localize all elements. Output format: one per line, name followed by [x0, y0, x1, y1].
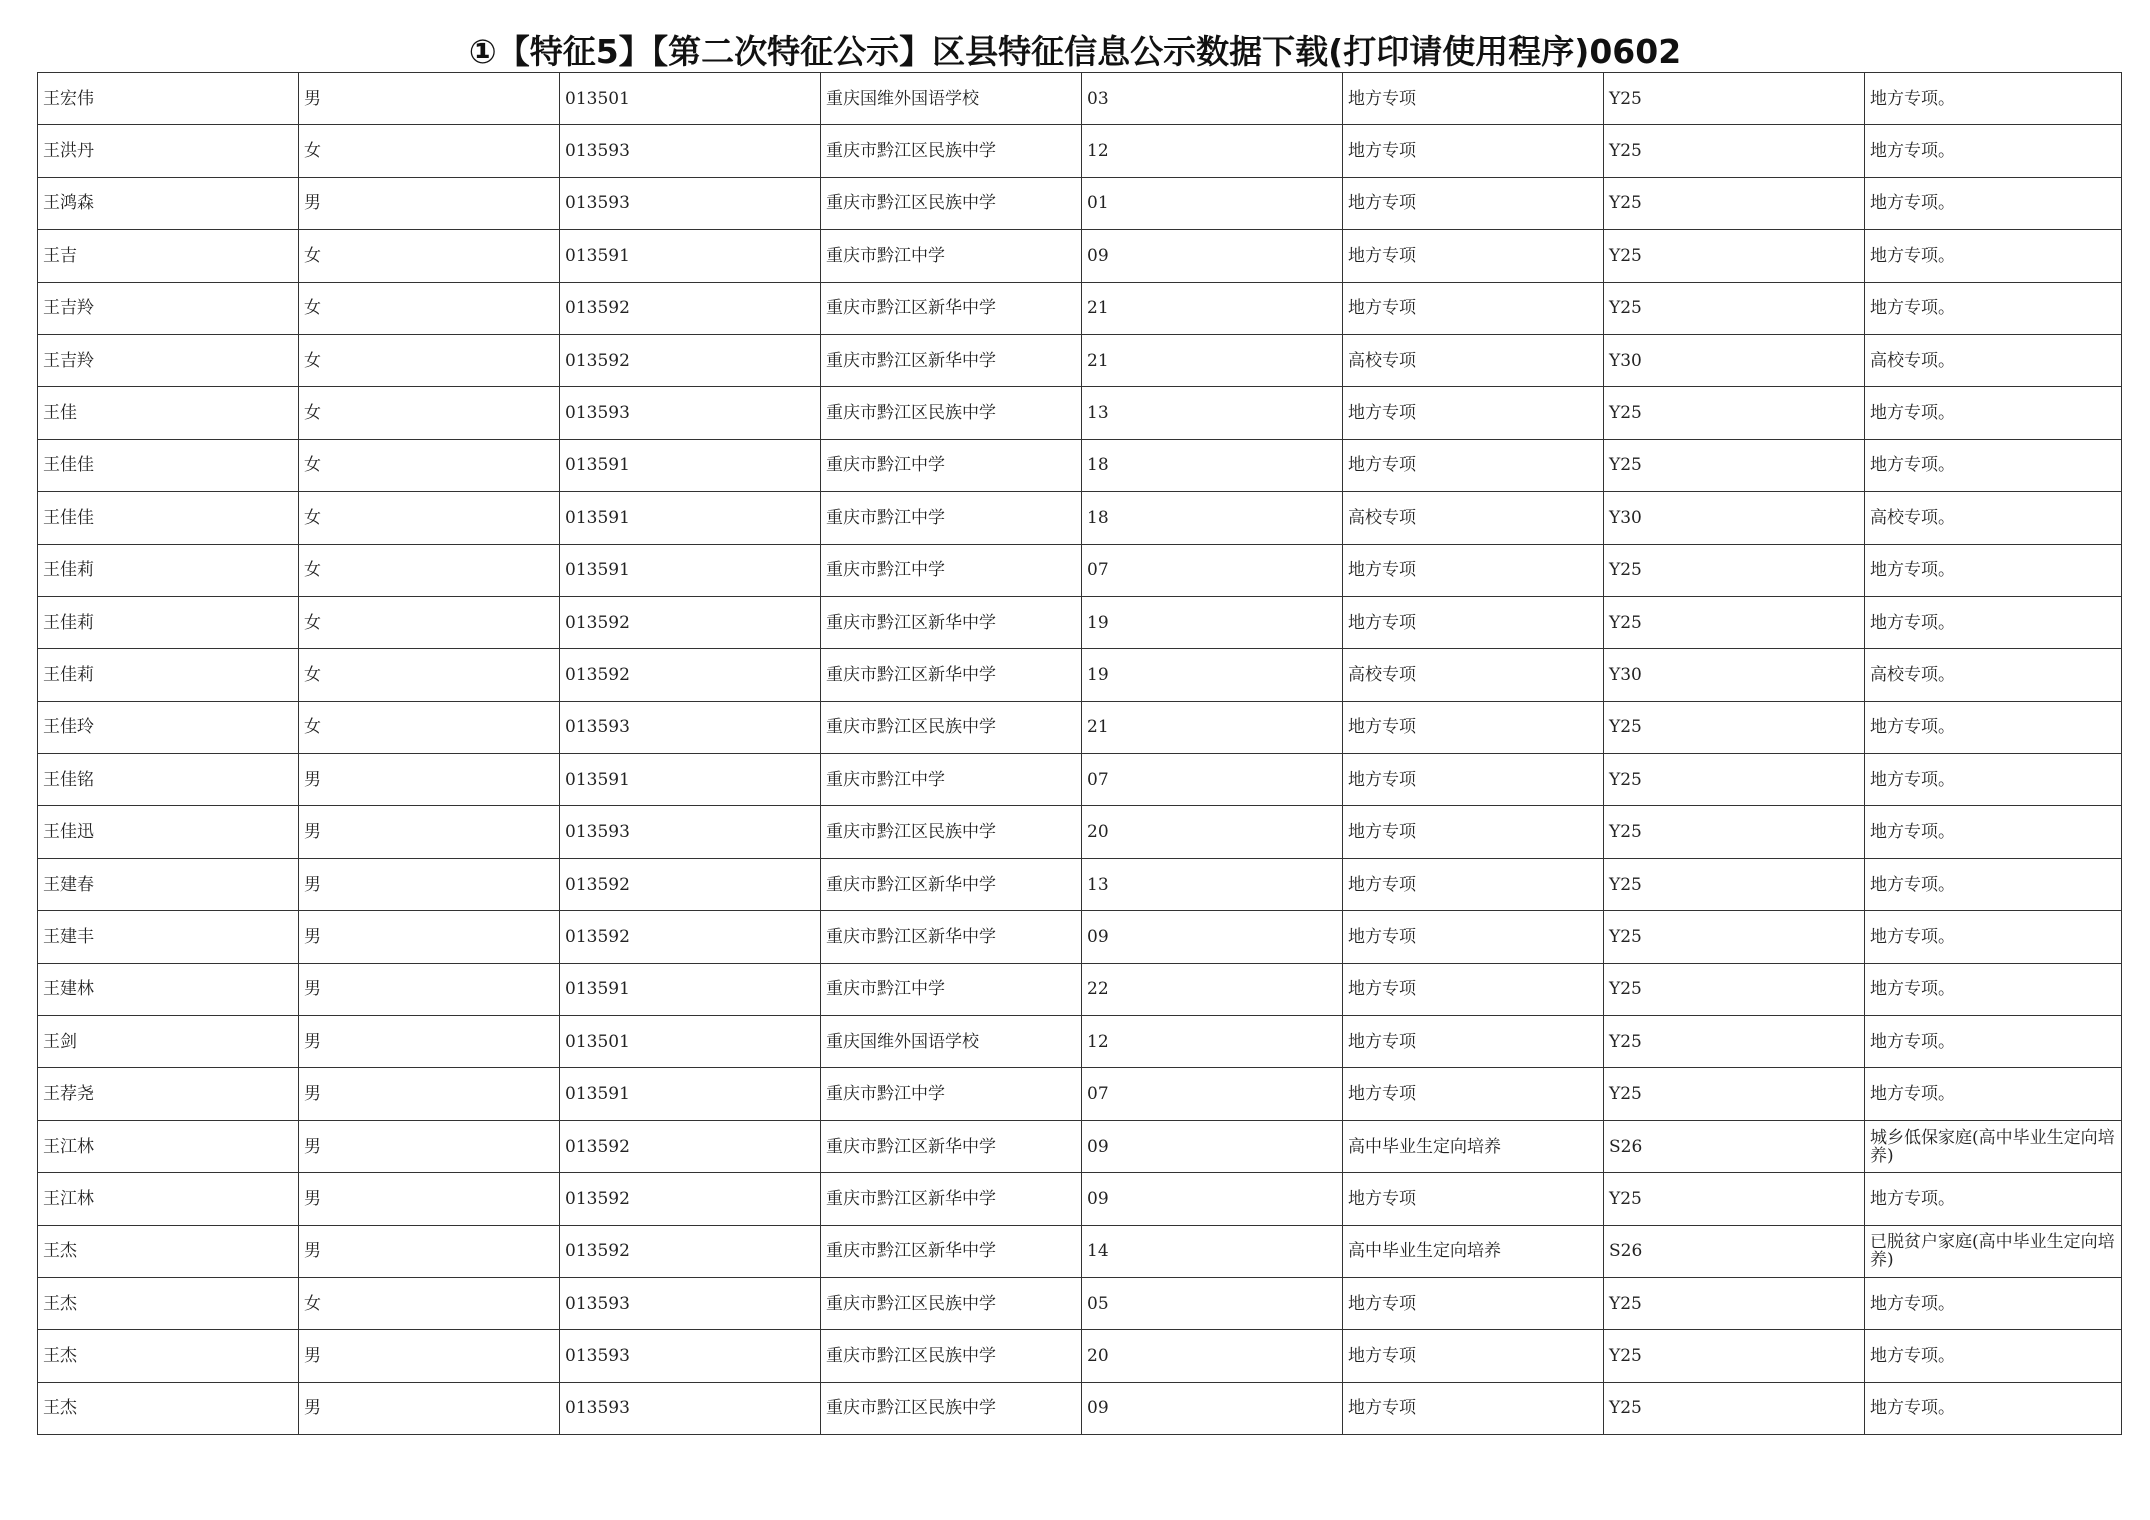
gender-cell: 男 — [299, 1330, 560, 1382]
name-cell: 王杰 — [38, 1225, 299, 1277]
name-cell: 王佳 — [38, 387, 299, 439]
school-code-cell: 013592 — [560, 1225, 821, 1277]
feature-code-cell: Y25 — [1604, 387, 1865, 439]
category-cell: 地方专项 — [1343, 439, 1604, 491]
school-code-cell: 013592 — [560, 282, 821, 334]
category-cell: 地方专项 — [1343, 911, 1604, 963]
feature-code-cell: Y25 — [1604, 177, 1865, 229]
category-cell: 地方专项 — [1343, 125, 1604, 177]
gender-cell: 男 — [299, 1016, 560, 1068]
school-code-cell: 013592 — [560, 334, 821, 386]
class-cell: 21 — [1082, 282, 1343, 334]
class-cell: 09 — [1082, 1382, 1343, 1434]
school-code-cell: 013591 — [560, 544, 821, 596]
school-code-cell: 013501 — [560, 73, 821, 125]
name-cell: 王洪丹 — [38, 125, 299, 177]
table-row — [38, 858, 2122, 910]
category-cell: 高校专项 — [1343, 492, 1604, 544]
name-cell: 王佳莉 — [38, 649, 299, 701]
gender-cell: 男 — [299, 177, 560, 229]
name-cell: 王江林 — [38, 1173, 299, 1225]
category-cell: 地方专项 — [1343, 596, 1604, 648]
gender-cell: 男 — [299, 1120, 560, 1172]
name-cell: 王佳佳 — [38, 492, 299, 544]
category-cell: 高中毕业生定向培养 — [1343, 1120, 1604, 1172]
table-row — [38, 439, 2122, 491]
school-code-cell: 013593 — [560, 1382, 821, 1434]
school-code-cell: 013591 — [560, 754, 821, 806]
school-name-cell: 重庆市黔江区新华中学 — [821, 334, 1082, 386]
gender-cell: 男 — [299, 911, 560, 963]
feature-desc-cell: 城乡低保家庭(高中毕业生定向培养) — [1865, 1120, 2122, 1172]
class-cell: 09 — [1082, 911, 1343, 963]
class-cell: 20 — [1082, 806, 1343, 858]
gender-cell: 女 — [299, 230, 560, 282]
category-cell: 地方专项 — [1343, 1330, 1604, 1382]
feature-code-cell: Y25 — [1604, 1173, 1865, 1225]
feature-code-cell: Y25 — [1604, 596, 1865, 648]
table-row — [38, 1225, 2122, 1277]
school-code-cell: 013592 — [560, 911, 821, 963]
category-cell: 地方专项 — [1343, 177, 1604, 229]
school-name-cell: 重庆市黔江中学 — [821, 963, 1082, 1015]
school-name-cell: 重庆市黔江区民族中学 — [821, 125, 1082, 177]
table-row — [38, 596, 2122, 648]
category-cell: 地方专项 — [1343, 1173, 1604, 1225]
school-name-cell: 重庆市黔江区民族中学 — [821, 701, 1082, 753]
school-code-cell: 013593 — [560, 1277, 821, 1329]
category-cell: 地方专项 — [1343, 282, 1604, 334]
table-row — [38, 230, 2122, 282]
name-cell: 王杰 — [38, 1277, 299, 1329]
school-name-cell: 重庆国维外国语学校 — [821, 1016, 1082, 1068]
class-cell: 07 — [1082, 544, 1343, 596]
name-cell: 王佳佳 — [38, 439, 299, 491]
gender-cell: 女 — [299, 282, 560, 334]
class-cell: 21 — [1082, 701, 1343, 753]
school-code-cell: 013592 — [560, 1120, 821, 1172]
table-row — [38, 1120, 2122, 1172]
school-name-cell: 重庆市黔江区新华中学 — [821, 1120, 1082, 1172]
feature-code-cell: Y25 — [1604, 1382, 1865, 1434]
school-name-cell: 重庆国维外国语学校 — [821, 73, 1082, 125]
school-name-cell: 重庆市黔江区新华中学 — [821, 911, 1082, 963]
school-name-cell: 重庆市黔江区民族中学 — [821, 177, 1082, 229]
feature-desc-cell: 地方专项。 — [1865, 596, 2122, 648]
school-name-cell: 重庆市黔江区新华中学 — [821, 649, 1082, 701]
feature-code-cell: Y25 — [1604, 125, 1865, 177]
school-code-cell: 013591 — [560, 963, 821, 1015]
school-code-cell: 013592 — [560, 1173, 821, 1225]
school-name-cell: 重庆市黔江区民族中学 — [821, 1382, 1082, 1434]
school-name-cell: 重庆市黔江中学 — [821, 544, 1082, 596]
category-cell: 地方专项 — [1343, 73, 1604, 125]
feature-code-cell: Y25 — [1604, 701, 1865, 753]
gender-cell: 男 — [299, 1173, 560, 1225]
category-cell: 地方专项 — [1343, 858, 1604, 910]
feature-desc-cell: 地方专项。 — [1865, 73, 2122, 125]
category-cell: 高校专项 — [1343, 334, 1604, 386]
gender-cell: 男 — [299, 1225, 560, 1277]
class-cell: 09 — [1082, 230, 1343, 282]
school-code-cell: 013591 — [560, 1068, 821, 1120]
school-code-cell: 013593 — [560, 1330, 821, 1382]
feature-desc-cell: 地方专项。 — [1865, 544, 2122, 596]
category-cell: 地方专项 — [1343, 806, 1604, 858]
feature-code-cell: S26 — [1604, 1225, 1865, 1277]
table-body — [38, 73, 2122, 1435]
school-name-cell: 重庆市黔江区新华中学 — [821, 858, 1082, 910]
class-cell: 13 — [1082, 387, 1343, 439]
feature-desc-cell: 地方专项。 — [1865, 1068, 2122, 1120]
name-cell: 王佳莉 — [38, 596, 299, 648]
feature-code-cell: Y25 — [1604, 963, 1865, 1015]
feature-desc-cell: 地方专项。 — [1865, 1382, 2122, 1434]
feature-desc-cell: 高校专项。 — [1865, 492, 2122, 544]
class-cell: 12 — [1082, 1016, 1343, 1068]
feature-code-cell: Y25 — [1604, 806, 1865, 858]
gender-cell: 女 — [299, 649, 560, 701]
name-cell: 王吉 — [38, 230, 299, 282]
table-row — [38, 177, 2122, 229]
name-cell: 王荐尧 — [38, 1068, 299, 1120]
school-name-cell: 重庆市黔江区新华中学 — [821, 1225, 1082, 1277]
feature-desc-cell: 地方专项。 — [1865, 1173, 2122, 1225]
school-code-cell: 013592 — [560, 649, 821, 701]
school-code-cell: 013592 — [560, 858, 821, 910]
feature-code-cell: Y30 — [1604, 334, 1865, 386]
table-row — [38, 1277, 2122, 1329]
name-cell: 王建丰 — [38, 911, 299, 963]
feature-desc-cell: 地方专项。 — [1865, 387, 2122, 439]
table-row — [38, 1016, 2122, 1068]
gender-cell: 女 — [299, 596, 560, 648]
feature-code-cell: Y25 — [1604, 858, 1865, 910]
class-cell: 07 — [1082, 1068, 1343, 1120]
class-cell: 13 — [1082, 858, 1343, 910]
school-name-cell: 重庆市黔江区民族中学 — [821, 1330, 1082, 1382]
feature-desc-cell: 地方专项。 — [1865, 125, 2122, 177]
table-row — [38, 1382, 2122, 1434]
name-cell: 王吉羚 — [38, 334, 299, 386]
school-code-cell: 013591 — [560, 230, 821, 282]
school-code-cell: 013593 — [560, 701, 821, 753]
name-cell: 王宏伟 — [38, 73, 299, 125]
name-cell: 王建春 — [38, 858, 299, 910]
school-code-cell: 013592 — [560, 596, 821, 648]
gender-cell: 女 — [299, 492, 560, 544]
school-code-cell: 013591 — [560, 492, 821, 544]
feature-code-cell: Y30 — [1604, 492, 1865, 544]
class-cell: 18 — [1082, 492, 1343, 544]
name-cell: 王佳迅 — [38, 806, 299, 858]
gender-cell: 女 — [299, 125, 560, 177]
feature-desc-cell: 地方专项。 — [1865, 963, 2122, 1015]
class-cell: 14 — [1082, 1225, 1343, 1277]
feature-code-cell: Y25 — [1604, 282, 1865, 334]
name-cell: 王杰 — [38, 1330, 299, 1382]
gender-cell: 男 — [299, 754, 560, 806]
feature-desc-cell: 地方专项。 — [1865, 754, 2122, 806]
table-row — [38, 754, 2122, 806]
class-cell: 03 — [1082, 73, 1343, 125]
name-cell: 王剑 — [38, 1016, 299, 1068]
feature-desc-cell: 地方专项。 — [1865, 1016, 2122, 1068]
school-code-cell: 013593 — [560, 387, 821, 439]
category-cell: 地方专项 — [1343, 387, 1604, 439]
school-name-cell: 重庆市黔江中学 — [821, 439, 1082, 491]
data-table — [37, 72, 2122, 1435]
table-row — [38, 544, 2122, 596]
table-row — [38, 492, 2122, 544]
gender-cell: 女 — [299, 439, 560, 491]
school-name-cell: 重庆市黔江区民族中学 — [821, 387, 1082, 439]
feature-code-cell: Y25 — [1604, 544, 1865, 596]
school-name-cell: 重庆市黔江中学 — [821, 754, 1082, 806]
table-row — [38, 701, 2122, 753]
feature-code-cell: Y25 — [1604, 1016, 1865, 1068]
feature-desc-cell: 高校专项。 — [1865, 649, 2122, 701]
feature-desc-cell: 地方专项。 — [1865, 230, 2122, 282]
school-name-cell: 重庆市黔江区新华中学 — [821, 282, 1082, 334]
class-cell: 19 — [1082, 649, 1343, 701]
name-cell: 王佳玲 — [38, 701, 299, 753]
table-row — [38, 1330, 2122, 1382]
gender-cell: 男 — [299, 806, 560, 858]
class-cell: 18 — [1082, 439, 1343, 491]
feature-desc-cell: 地方专项。 — [1865, 439, 2122, 491]
name-cell: 王佳莉 — [38, 544, 299, 596]
gender-cell: 女 — [299, 387, 560, 439]
feature-desc-cell: 地方专项。 — [1865, 1330, 2122, 1382]
name-cell: 王鸿森 — [38, 177, 299, 229]
table-row — [38, 911, 2122, 963]
name-cell: 王佳铭 — [38, 754, 299, 806]
class-cell: 05 — [1082, 1277, 1343, 1329]
class-cell: 19 — [1082, 596, 1343, 648]
category-cell: 地方专项 — [1343, 1277, 1604, 1329]
table-row — [38, 387, 2122, 439]
table-row — [38, 73, 2122, 125]
gender-cell: 女 — [299, 701, 560, 753]
school-name-cell: 重庆市黔江中学 — [821, 1068, 1082, 1120]
category-cell: 地方专项 — [1343, 544, 1604, 596]
table-row — [38, 334, 2122, 386]
feature-desc-cell: 高校专项。 — [1865, 334, 2122, 386]
gender-cell: 男 — [299, 963, 560, 1015]
gender-cell: 女 — [299, 544, 560, 596]
category-cell: 地方专项 — [1343, 754, 1604, 806]
school-name-cell: 重庆市黔江中学 — [821, 492, 1082, 544]
gender-cell: 男 — [299, 858, 560, 910]
table-row — [38, 806, 2122, 858]
feature-code-cell: Y25 — [1604, 73, 1865, 125]
feature-code-cell: Y25 — [1604, 1330, 1865, 1382]
feature-desc-cell: 地方专项。 — [1865, 1277, 2122, 1329]
table-row — [38, 1068, 2122, 1120]
feature-desc-cell: 地方专项。 — [1865, 701, 2122, 753]
feature-desc-cell: 地方专项。 — [1865, 806, 2122, 858]
gender-cell: 男 — [299, 1068, 560, 1120]
gender-cell: 男 — [299, 73, 560, 125]
feature-code-cell: Y25 — [1604, 230, 1865, 282]
category-cell: 地方专项 — [1343, 1016, 1604, 1068]
feature-code-cell: Y25 — [1604, 754, 1865, 806]
feature-desc-cell: 地方专项。 — [1865, 858, 2122, 910]
category-cell: 地方专项 — [1343, 1382, 1604, 1434]
name-cell: 王江林 — [38, 1120, 299, 1172]
school-name-cell: 重庆市黔江区新华中学 — [821, 596, 1082, 648]
school-code-cell: 013593 — [560, 806, 821, 858]
gender-cell: 男 — [299, 1382, 560, 1434]
table-row — [38, 125, 2122, 177]
category-cell: 地方专项 — [1343, 701, 1604, 753]
class-cell: 12 — [1082, 125, 1343, 177]
table-row — [38, 649, 2122, 701]
gender-cell: 女 — [299, 334, 560, 386]
feature-code-cell: Y25 — [1604, 1068, 1865, 1120]
feature-code-cell: Y25 — [1604, 911, 1865, 963]
school-name-cell: 重庆市黔江区民族中学 — [821, 1277, 1082, 1329]
feature-desc-cell: 已脱贫户家庭(高中毕业生定向培养) — [1865, 1225, 2122, 1277]
school-name-cell: 重庆市黔江中学 — [821, 230, 1082, 282]
table-row — [38, 963, 2122, 1015]
name-cell: 王吉羚 — [38, 282, 299, 334]
category-cell: 地方专项 — [1343, 963, 1604, 1015]
gender-cell: 女 — [299, 1277, 560, 1329]
feature-code-cell: Y30 — [1604, 649, 1865, 701]
class-cell: 07 — [1082, 754, 1343, 806]
class-cell: 21 — [1082, 334, 1343, 386]
category-cell: 高中毕业生定向培养 — [1343, 1225, 1604, 1277]
feature-desc-cell: 地方专项。 — [1865, 282, 2122, 334]
name-cell: 王杰 — [38, 1382, 299, 1434]
school-code-cell: 013591 — [560, 439, 821, 491]
category-cell: 地方专项 — [1343, 230, 1604, 282]
class-cell: 22 — [1082, 963, 1343, 1015]
table-row — [38, 282, 2122, 334]
feature-code-cell: Y25 — [1604, 439, 1865, 491]
school-name-cell: 重庆市黔江区新华中学 — [821, 1173, 1082, 1225]
school-code-cell: 013593 — [560, 125, 821, 177]
feature-desc-cell: 地方专项。 — [1865, 911, 2122, 963]
school-code-cell: 013593 — [560, 177, 821, 229]
school-code-cell: 013501 — [560, 1016, 821, 1068]
category-cell: 高校专项 — [1343, 649, 1604, 701]
class-cell: 09 — [1082, 1120, 1343, 1172]
table-row — [38, 1173, 2122, 1225]
class-cell: 09 — [1082, 1173, 1343, 1225]
class-cell: 20 — [1082, 1330, 1343, 1382]
feature-code-cell: Y25 — [1604, 1277, 1865, 1329]
feature-desc-cell: 地方专项。 — [1865, 177, 2122, 229]
category-cell: 地方专项 — [1343, 1068, 1604, 1120]
school-name-cell: 重庆市黔江区民族中学 — [821, 806, 1082, 858]
page-title: ①【特征5】【第二次特征公示】区县特征信息公示数据下载(打印请使用程序)0602 — [468, 32, 1682, 71]
name-cell: 王建林 — [38, 963, 299, 1015]
feature-code-cell: S26 — [1604, 1120, 1865, 1172]
class-cell: 01 — [1082, 177, 1343, 229]
